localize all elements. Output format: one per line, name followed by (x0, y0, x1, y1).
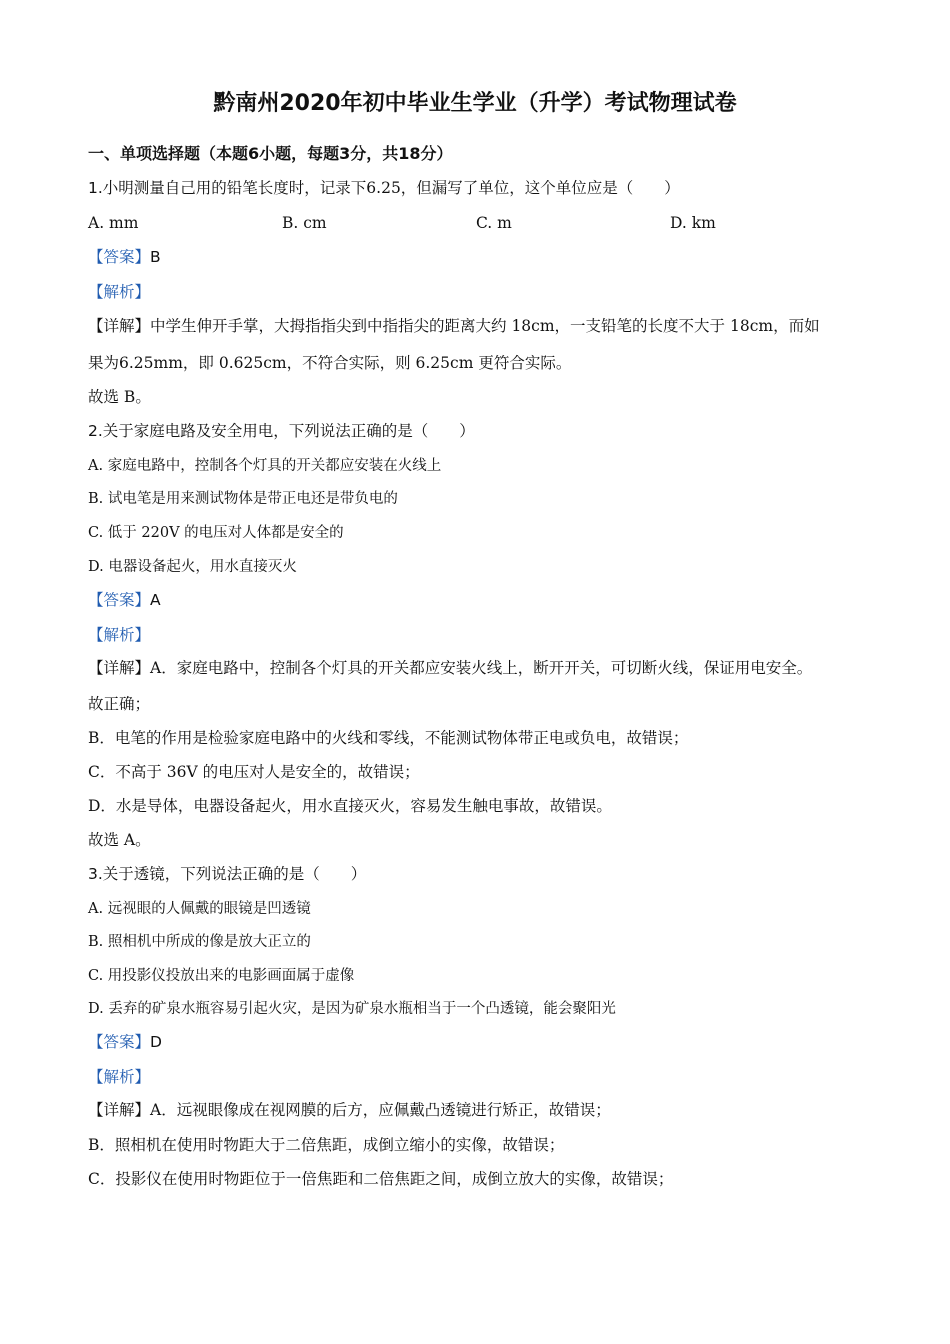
answer-value: D (150, 1033, 162, 1051)
detail-label: 【详解】 (88, 659, 151, 677)
question-2 (88, 421, 475, 441)
detail-line (88, 316, 820, 336)
detail-label: 【详解】 (88, 317, 151, 335)
option-a: A. 远视眼的人佩戴的眼镜是凹透镜 (88, 901, 311, 917)
detail-label: 【详解】 (88, 1101, 151, 1119)
answer-value: B (150, 248, 161, 266)
detail-text: A．家庭电路中，控制各个灯具的开关都应安装火线上，断开开关，可切断火线，保证用电安全。 (150, 659, 813, 677)
answer-label: 【答案】 (88, 591, 151, 609)
analysis-label: 【解析】 (88, 283, 151, 301)
option-b: B. 照相机中所成的像是放大正立的 (88, 934, 311, 950)
question-1 (88, 178, 680, 198)
detail-option-d: D．水是导体，电器设备起火，用水直接灭火，容易发生触电事故，故错误。 (88, 797, 612, 815)
answer-line (88, 1032, 162, 1052)
section-heading: 一、单项选择题（本题6小题，每题3分，共18分） (88, 144, 453, 163)
option-d: D. 丢弃的矿泉水瓶容易引起火灾，是因为矿泉水瓶相当于一个凸透镜，能会聚阳光 (88, 1001, 616, 1017)
detail-line-2: 故正确； (88, 695, 151, 713)
detail-option-c: C．不高于 36V 的电压对人是安全的，故错误； (88, 763, 420, 781)
question-number: 2. (88, 422, 103, 440)
option-b: B. 试电笔是用来测试物体是带正电还是带负电的 (88, 491, 398, 507)
option-a: A. 家庭电路中，控制各个灯具的开关都应安装在火线上 (88, 458, 442, 474)
detail-line-2: 果为6.25mm，即 0.625cm，不符合实际，则 6.25cm 更符合实际。 (88, 354, 572, 372)
option-c: C. m (476, 214, 512, 232)
question-number: 3. (88, 865, 103, 883)
option-d: D. 电器设备起火，用水直接灭火 (88, 559, 297, 575)
detail-line (88, 1100, 611, 1120)
analysis-label: 【解析】 (88, 626, 151, 644)
detail-option-c: C．投影仪在使用时物距位于一倍焦距和二倍焦距之间，成倒立放大的实像，故错误； (88, 1170, 674, 1188)
question-3 (88, 864, 366, 884)
conclusion: 故选 B。 (88, 388, 151, 406)
page-title: 黔南州2020年初中毕业生学业（升学）考试物理试卷 (213, 91, 737, 116)
detail-option-b: B．照相机在使用时物距大于二倍焦距，成倒立缩小的实像，故错误； (88, 1136, 565, 1154)
option-b: B. cm (282, 214, 327, 232)
question-number: 1. (88, 179, 103, 197)
question-stem: 关于透镜，下列说法正确的是（ ） (102, 865, 367, 883)
answer-label: 【答案】 (88, 248, 151, 266)
analysis-label: 【解析】 (88, 1068, 151, 1086)
option-a: A. mm (88, 214, 139, 232)
conclusion: 故选 A。 (88, 831, 151, 849)
question-stem: 小明测量自己用的铅笔长度时，记录下6.25，但漏写了单位，这个单位应是（ ） (102, 179, 680, 197)
option-c: C. 低于 220V 的电压对人体都是安全的 (88, 525, 344, 541)
detail-line (88, 658, 812, 678)
option-d: D. km (670, 214, 716, 232)
detail-text: A．远视眼像成在视网膜的后方，应佩戴凸透镜进行矫正，故错误； (150, 1101, 611, 1119)
answer-line (88, 590, 161, 610)
question-stem: 关于家庭电路及安全用电，下列说法正确的是（ ） (102, 422, 475, 440)
detail-option-b: B．电笔的作用是检验家庭电路中的火线和零线，不能测试物体带正电或负电，故错误； (88, 729, 689, 747)
answer-label: 【答案】 (88, 1033, 151, 1051)
answer-line (88, 247, 161, 267)
option-c: C. 用投影仪投放出来的电影画面属于虚像 (88, 968, 355, 984)
detail-text: 中学生伸开手掌，大拇指指尖到中指指尖的距离大约 18cm，一支铅笔的长度不大于 18cm，而如 (150, 317, 820, 335)
answer-value: A (150, 591, 161, 609)
